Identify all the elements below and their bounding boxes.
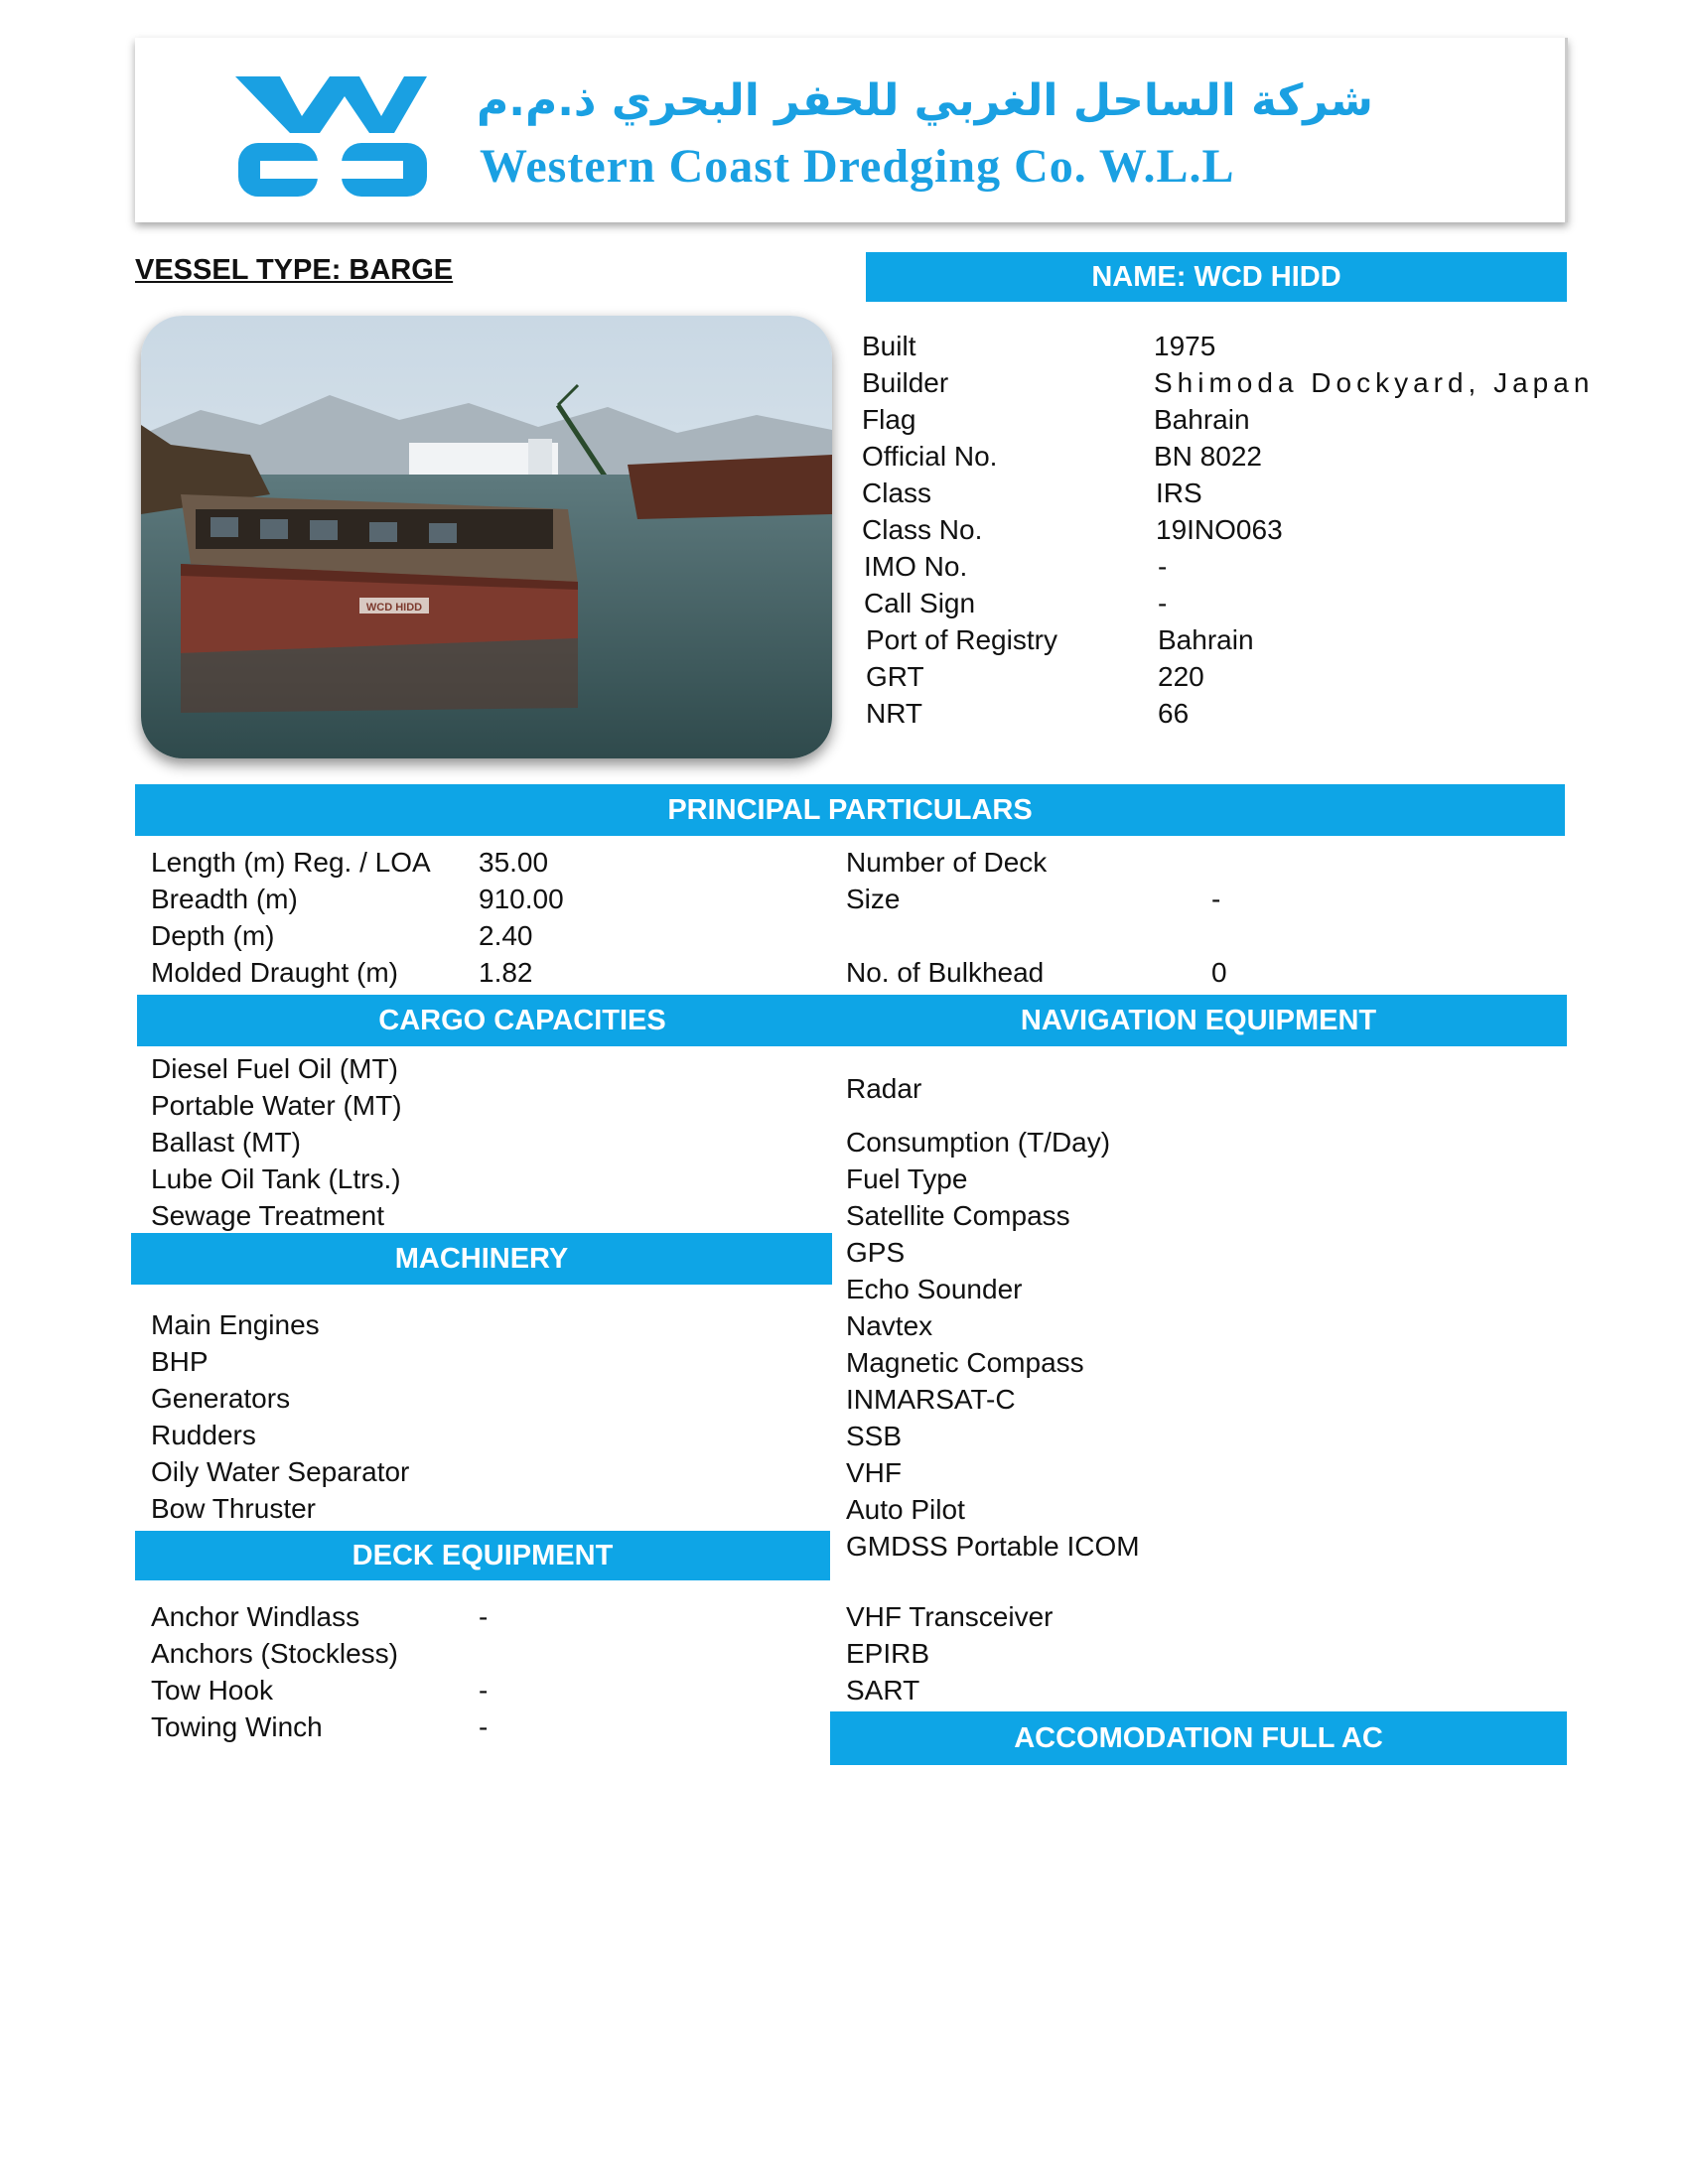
nav-item-vhf-transceiver: VHF Transceiver <box>846 1601 1054 1632</box>
particular-label-port-of-registry: Port of Registry <box>866 624 1057 655</box>
particular-value-imo-no: - <box>1158 551 1168 582</box>
deck-value-towing-winch: - <box>479 1711 489 1742</box>
nav-item-radar: Radar <box>846 1073 922 1104</box>
nav-item-echo-sounder: Echo Sounder <box>846 1274 1023 1304</box>
deck-value-anchor-windlass: - <box>479 1601 489 1632</box>
particular-label-grt: GRT <box>866 661 924 692</box>
nav-item-magnetic-compass: Magnetic Compass <box>846 1347 1084 1378</box>
principal-value-depth: 2.40 <box>479 920 533 951</box>
machinery-item-bhp: BHP <box>151 1346 209 1377</box>
machinery-item-generators: Generators <box>151 1383 291 1414</box>
cargo-item-lube-oil: Lube Oil Tank (Ltrs.) <box>151 1163 401 1194</box>
principal-label-number-of-deck: Number of Deck <box>846 847 1048 878</box>
company-name-english: Western Coast Dredging Co. W.L.L <box>480 140 1235 193</box>
particular-label-built: Built <box>862 331 916 361</box>
principal-value-breadth: 910.00 <box>479 884 564 914</box>
accommodation-bar: ACCOMODATION FULL AC <box>830 1711 1567 1765</box>
machinery-item-main-engines: Main Engines <box>151 1309 320 1340</box>
company-logo <box>230 71 429 201</box>
principal-value-bulkhead: 0 <box>1211 957 1227 988</box>
deck-label-towing-winch: Towing Winch <box>151 1711 323 1742</box>
particular-value-built: 1975 <box>1154 331 1216 361</box>
principal-value-molded-draught: 1.82 <box>479 957 533 988</box>
particular-label-call-sign: Call Sign <box>864 588 976 618</box>
deck-label-tow-hook: Tow Hook <box>151 1675 273 1706</box>
cargo-item-sewage: Sewage Treatment <box>151 1200 385 1231</box>
machinery-item-bow-thruster: Bow Thruster <box>151 1493 316 1524</box>
cargo-item-diesel: Diesel Fuel Oil (MT) <box>151 1053 398 1084</box>
particular-value-port-of-registry: Bahrain <box>1158 624 1254 655</box>
principal-value-length: 35.00 <box>479 847 549 878</box>
principal-label-breadth: Breadth (m) <box>151 884 298 914</box>
nav-item-satellite-compass: Satellite Compass <box>846 1200 1070 1231</box>
particular-value-flag: Bahrain <box>1154 404 1250 435</box>
particular-label-builder: Builder <box>862 367 949 398</box>
nav-item-consumption: Consumption (T/Day) <box>846 1127 1111 1158</box>
deck-value-tow-hook: - <box>479 1675 489 1706</box>
machinery-item-ows: Oily Water Separator <box>151 1456 410 1487</box>
principal-label-length: Length (m) Reg. / LOA <box>151 847 431 878</box>
nav-item-vhf: VHF <box>846 1457 902 1488</box>
particular-label-nrt: NRT <box>866 698 923 729</box>
nav-item-gps: GPS <box>846 1237 906 1268</box>
vessel-photo <box>141 316 832 758</box>
particular-value-builder: Shimoda Dockyard, Japan <box>1154 367 1595 398</box>
cargo-capacities-bar: CARGO CAPACITIES <box>137 995 908 1046</box>
machinery-bar: MACHINERY <box>131 1233 832 1285</box>
particular-value-class-no: 19INO063 <box>1156 514 1283 545</box>
principal-particulars-bar: PRINCIPAL PARTICULARS <box>135 784 1565 836</box>
deck-equipment-bar: DECK EQUIPMENT <box>135 1531 830 1580</box>
nav-item-epirb: EPIRB <box>846 1638 930 1669</box>
principal-value-size: - <box>1211 884 1221 914</box>
particular-value-official-no: BN 8022 <box>1154 441 1262 472</box>
cargo-item-water: Portable Water (MT) <box>151 1090 402 1121</box>
principal-label-bulkhead: No. of Bulkhead <box>846 957 1045 988</box>
nav-item-navtex: Navtex <box>846 1310 933 1341</box>
cargo-item-ballast: Ballast (MT) <box>151 1127 301 1158</box>
nav-item-inmarsat-c: INMARSAT-C <box>846 1384 1016 1415</box>
barge-illustration <box>141 316 832 758</box>
particular-label-official-no: Official No. <box>862 441 998 472</box>
nav-item-ssb: SSB <box>846 1421 903 1451</box>
deck-label-anchors: Anchors (Stockless) <box>151 1638 398 1669</box>
particular-label-imo-no: IMO No. <box>864 551 968 582</box>
company-name-arabic: شركة الساحل الغربي للحفر البحري ذ.م.م <box>477 75 1373 126</box>
principal-label-depth: Depth (m) <box>151 920 275 951</box>
principal-label-molded-draught: Molded Draught (m) <box>151 957 398 988</box>
nav-item-fuel-type: Fuel Type <box>846 1163 968 1194</box>
particular-value-grt: 220 <box>1158 661 1204 692</box>
vessel-type-heading: VESSEL TYPE: BARGE <box>135 254 454 286</box>
nav-item-auto-pilot: Auto Pilot <box>846 1494 965 1525</box>
machinery-item-rudders: Rudders <box>151 1420 256 1450</box>
particular-label-flag: Flag <box>862 404 916 435</box>
nav-item-sart: SART <box>846 1675 920 1706</box>
hull-marking: WCD HIDD <box>365 602 423 614</box>
navigation-equipment-bar: NAVIGATION EQUIPMENT <box>830 995 1567 1046</box>
principal-label-size: Size <box>846 884 901 914</box>
particular-value-class: IRS <box>1156 478 1202 508</box>
particular-value-call-sign: - <box>1158 588 1168 618</box>
vessel-name-bar: NAME: WCD HIDD <box>866 252 1567 302</box>
particular-label-class-no: Class No. <box>862 514 983 545</box>
deck-label-anchor-windlass: Anchor Windlass <box>151 1601 360 1632</box>
nav-item-gmdss-icom: GMDSS Portable ICOM <box>846 1531 1140 1562</box>
particular-value-nrt: 66 <box>1158 698 1190 729</box>
particular-label-class: Class <box>862 478 932 508</box>
